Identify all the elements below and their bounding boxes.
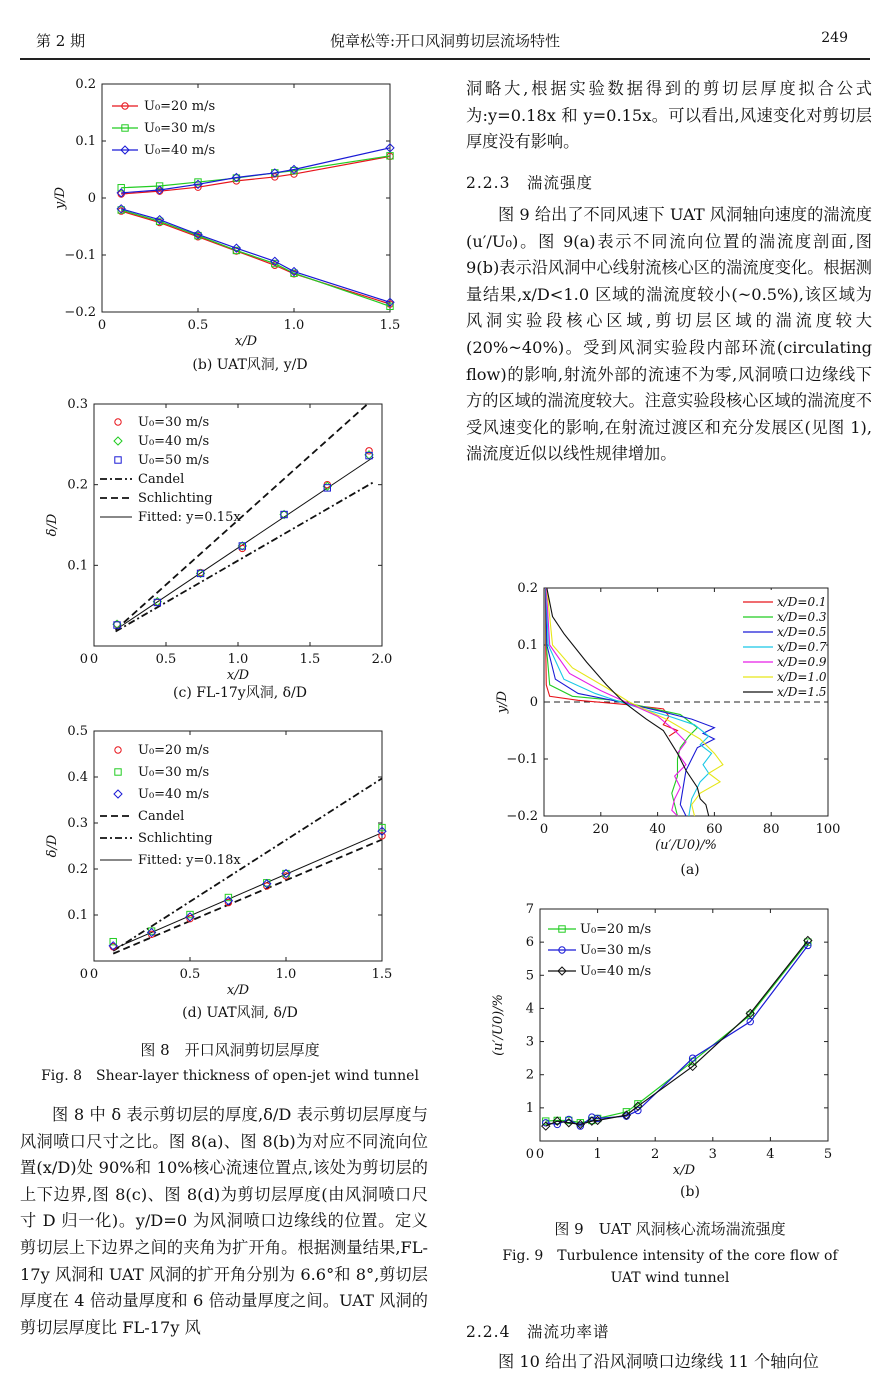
legend-label: Schlichting	[138, 491, 213, 506]
x-tick-label: 20	[592, 822, 610, 837]
y-tick-label: 2	[525, 1067, 534, 1083]
section-2-2-4: 2.2.4 湍流功率谱	[466, 1323, 610, 1341]
page-number: 249	[821, 30, 848, 46]
fig8b	[20, 62, 420, 352]
x-axis-label: (u′/U0)/%	[655, 838, 717, 853]
y-axis-label: y/D	[495, 690, 510, 714]
x-tick-label: 4	[766, 1147, 775, 1162]
y-tick-label: 3	[525, 1034, 534, 1050]
legend-label: U₀=40 m/s	[138, 434, 210, 449]
legend-label: Candel	[138, 809, 185, 824]
fig8c-plot	[20, 390, 420, 680]
fig8d-caption: (d) UAT风洞, δ/D	[182, 1005, 298, 1021]
x-tick-label: 80	[762, 822, 780, 837]
x-tick-label: 2	[651, 1147, 660, 1162]
legend-marker	[114, 790, 122, 798]
legend-label: U₀=20 m/s	[138, 743, 210, 758]
fig8d	[20, 718, 420, 1000]
plot-frame	[102, 84, 390, 312]
x-tick-label: 2.0	[371, 652, 393, 667]
legend-label: Candel	[138, 472, 185, 487]
fig9b-plot	[486, 896, 856, 1188]
header-rule	[20, 58, 870, 60]
x-tick-label: 3	[708, 1147, 717, 1162]
fig8b-plot	[20, 62, 420, 352]
x-tick-label: 1.5	[371, 967, 393, 982]
x-tick-label: 60	[706, 822, 723, 837]
legend-label: U₀=40 m/s	[144, 143, 216, 158]
fig9-title-cn: 图 9 UAT 风洞核心流场湍流强度	[554, 1220, 786, 1238]
y-tick-label: 5	[525, 968, 534, 984]
legend-label: Schlichting	[138, 831, 213, 846]
y-tick-label: 0.2	[67, 862, 88, 877]
fig9a-caption: (a)	[680, 862, 700, 878]
fig8c-caption: (c) FL-17y风洞, δ/D	[173, 685, 307, 701]
y-tick-label: 0	[529, 695, 538, 710]
issue-label: 第 2 期	[36, 32, 86, 50]
legend-label: U₀=40 m/s	[138, 787, 210, 802]
y-axis-label: δ/D	[45, 513, 60, 537]
legend-label: Fitted: y=0.15x	[138, 510, 241, 525]
fig9-title-en-2: UAT wind tunnel	[610, 1270, 730, 1286]
x-axis-label: x/D	[672, 1163, 696, 1178]
legend-label: x/D=0.1	[777, 595, 827, 609]
legend-label: U₀=20 m/s	[144, 99, 216, 114]
section-2-2-3: 2.2.3 湍流强度	[466, 174, 593, 192]
legend-label: x/D=0.9	[777, 655, 827, 669]
running-title: 倪章松等:开口风洞剪切层流场特性	[329, 32, 561, 50]
legend-label: U₀=30 m/s	[580, 943, 652, 958]
x-tick-label: 0.5	[155, 652, 177, 667]
fig9b	[486, 896, 856, 1188]
legend-label: x/D=0.3	[777, 610, 827, 624]
x-tick-label: 1	[593, 1147, 602, 1162]
y-tick-label: 0.3	[67, 397, 88, 412]
x-tick-label: 100	[815, 822, 841, 837]
legend-marker	[115, 419, 121, 425]
right-paragraph-2: 图 9 给出了不同风速下 UAT 风洞轴向速度的湍流度(u′/U₀)。图 9(a)表示不同流向位置的湍流度剖面,图 9(b)表示沿风洞中心线射流核心区的湍流度变化。根据测量结果,x/D<1.0 区域的湍流度较小(~0.5%),该区域为风洞实验段核心区域,剪切层区域的湍流度较大(20%~40%)。受到风洞实验段内部环流(circulating flow)的影响,射流外部的流速不为零,风洞喷口边缘线下方的区域的湍流度较大。注意实验段核心区域的湍流度不受风速变化的影响,在射流过渡区和充分发展区(见图 1),湍流度近似以线性规律增加。	[466, 205, 872, 464]
legend-marker	[115, 747, 121, 753]
x-tick-label: 1.0	[283, 318, 305, 333]
legend-marker	[115, 457, 121, 463]
y-tick-label: 0	[87, 191, 96, 206]
y-tick-label: 0.5	[67, 724, 88, 739]
y-axis-label: (u′/U0)/%	[491, 994, 506, 1056]
legend-label: x/D=0.5	[777, 625, 827, 639]
legend-marker	[115, 769, 121, 775]
y-axis-label: δ/D	[45, 834, 60, 858]
right-paragraph-1: 洞略大,根据实验数据得到的剪切层厚度拟合公式为:y=0.18x 和 y=0.15x。可以看出,风速变化对剪切层厚度没有影响。	[466, 79, 872, 152]
y-tick-label: 0.4	[67, 770, 88, 785]
y-tick-label: 0.3	[67, 816, 88, 831]
x-tick-label: 5	[823, 1147, 833, 1162]
y-tick-label: 7	[525, 902, 534, 917]
y-tick-label: 0.2	[517, 581, 538, 596]
y-tick-label: −0.1	[64, 248, 96, 263]
legend-label: U₀=20 m/s	[580, 922, 652, 937]
legend-label: U₀=30 m/s	[138, 415, 210, 430]
origin-label: 0	[79, 967, 88, 982]
x-tick-label: 0	[89, 967, 99, 982]
fig9-title-en-1: Fig. 9 Turbulence intensity of the core flow of	[502, 1248, 838, 1264]
legend-label: U₀=50 m/s	[138, 453, 210, 468]
legend-label: x/D=1.0	[777, 670, 827, 684]
x-tick-label: 0	[97, 318, 107, 333]
x-tick-label: 1.0	[227, 652, 249, 667]
y-tick-label: 4	[525, 1001, 534, 1017]
y-tick-label: 0.1	[75, 134, 96, 149]
x-axis-label: x/D	[234, 334, 258, 349]
fig8-title-en: Fig. 8 Shear-layer thickness of open-jet wind tunnel	[41, 1068, 419, 1084]
fig9a	[486, 578, 856, 856]
legend-marker	[114, 437, 122, 445]
x-tick-label: 1.5	[299, 652, 321, 667]
y-tick-label: 0.2	[67, 477, 88, 493]
x-tick-label: 0.5	[179, 967, 201, 982]
x-tick-label: 40	[649, 822, 666, 837]
origin-label: 0	[79, 652, 88, 667]
y-tick-label: 6	[525, 935, 534, 951]
legend-label: x/D=1.5	[777, 685, 827, 699]
y-tick-label: 1	[525, 1100, 534, 1116]
x-tick-label: 0	[535, 1147, 545, 1162]
y-tick-label: −0.1	[506, 752, 538, 767]
left-paragraph: 图 8 中 δ 表示剪切层的厚度,δ/D 表示剪切层厚度与风洞喷口尺寸之比。图 8(a)、图 8(b)为对应不同流向位置(x/D)处 90%和 10%核心流速位置点,该处为剪切层的上下边界,图 8(c)、图 8(d)为剪切层厚度(由风洞喷口尺寸 D 归一化)。y/D=0 为风洞喷口边缘线的位置。定义剪切层上下边界之间的夹角为扩开角。根据测量结果,FL-17y 风洞和 UAT 风洞的扩开角分别为 6.6°和 8°,剪切层厚度在 4 倍动量厚度和 6 倍动量厚度之间。UAT 风洞的剪切层厚度比 FL-17y 风	[20, 1105, 428, 1337]
x-tick-label: 0	[539, 822, 549, 837]
x-tick-label: 1.0	[275, 967, 297, 982]
fig8c	[20, 390, 420, 680]
y-tick-label: 0.1	[517, 638, 538, 653]
x-tick-label: 0	[89, 652, 99, 667]
legend-label: Fitted: y=0.18x	[138, 853, 241, 868]
legend-label: U₀=30 m/s	[138, 765, 210, 780]
profile-line	[545, 588, 677, 736]
fig8-title-cn: 图 8 开口风洞剪切层厚度	[140, 1041, 320, 1059]
x-tick-label: 1.5	[379, 318, 401, 333]
origin-label: 0	[525, 1147, 534, 1162]
y-tick-label: 0.2	[75, 77, 96, 92]
fig8d-plot	[20, 718, 420, 1000]
page-header	[0, 0, 890, 60]
y-tick-label: 0.1	[67, 908, 88, 923]
x-axis-label: x/D	[226, 983, 250, 998]
fig8b-caption: (b) UAT风洞, y/D	[192, 357, 308, 373]
x-axis-label: x/D	[226, 668, 250, 680]
y-tick-label: −0.2	[506, 809, 538, 824]
y-tick-label: 0.1	[67, 558, 88, 574]
legend-label: U₀=40 m/s	[580, 964, 652, 979]
fig9a-plot	[486, 578, 856, 856]
x-tick-label: 0.5	[187, 318, 209, 333]
legend-label: x/D=0.7	[777, 640, 827, 654]
right-paragraph-3: 图 10 给出了沿风洞喷口边缘线 11 个轴向位	[498, 1352, 819, 1371]
legend-label: U₀=30 m/s	[144, 121, 216, 136]
y-axis-label: y/D	[53, 186, 68, 210]
y-tick-label: −0.2	[64, 305, 96, 320]
fig9b-caption: (b)	[680, 1184, 700, 1200]
